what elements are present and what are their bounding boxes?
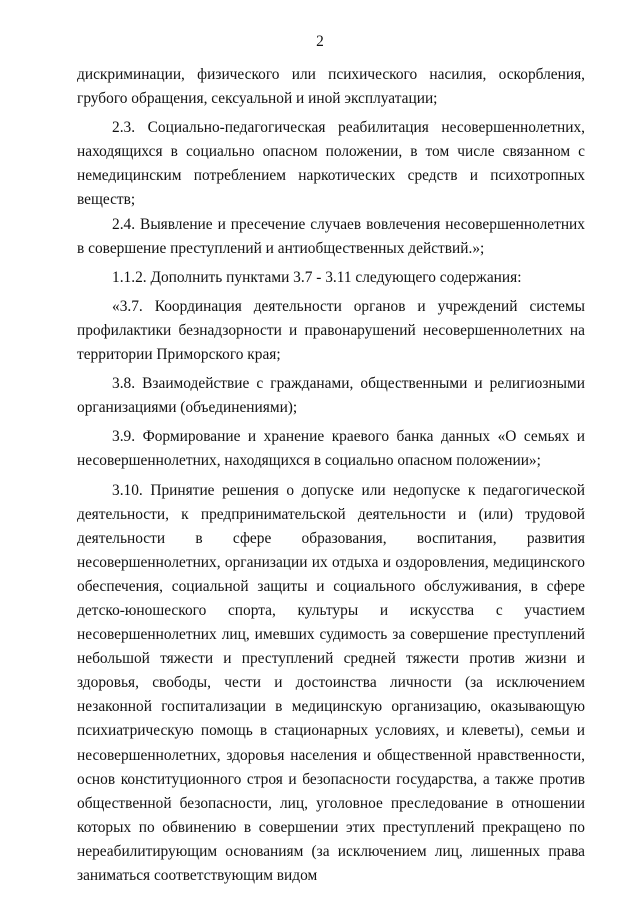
paragraph-3-10: 3.10. Принятие решения о допуске или недопуске к педагогической деятельности, к предпринимательской деятельности и (или) трудовой деятельности в сфере образования, воспитания, развития несовершеннолетних, организации их отдыха и оздоровления, медицинского обеспечения, социальной защиты и социального обслуживания, в сфере детско-юношеского спорта, культуры и искусства с участием несовершеннолетних лиц, имевших судимость за совершение преступлений небольшой тяжести и преступлений средней тяжести против жизни и здоровья, свободы, чести и достоинства личности (за исключением незаконной госпитализации в медицинскую организацию, оказывающую психиатрическую помощь в стационарных условиях, и клеветы), семьи и несовершеннолетних, здоровья населения и общественной нравственности, основ конституционного строя и безопасности государства, а также против общественной безопасности, лиц, уголовное преследование в отношении которых по обвинению в совершении этих преступлений прекращено по нереабилитирующим основаниям (за исключением лиц, лишенных права заниматься соответствующим видом <box>77 481 585 884</box>
paragraph-2-3: 2.3. Социально-педагогическая реабилитация несовершеннолетних, находящихся в социально опасном положении, в том числе связанном с немедицинским потреблением наркотических средств и психотропных веществ; <box>77 119 585 209</box>
document-body <box>77 63 585 888</box>
paragraph-3-9: 3.9. Формирование и хранение краевого банка данных «О семьях и несовершеннолетних, находящихся в социально опасном положении»; <box>77 428 585 470</box>
paragraph-3-7: «3.7. Координация деятельности органов и учреждений системы профилактики безнадзорности и правонарушений несовершеннолетних на территории Приморского края; <box>77 297 585 364</box>
paragraph-1-1-2: 1.1.2. Дополнить пунктами 3.7 - 3.11 следующего содержания: <box>112 268 522 286</box>
page-number: 2 <box>316 33 324 50</box>
paragraph-2-4: 2.4. Выявление и пресечение случаев вовлечения несовершеннолетних в совершение преступлений и антиобщественных действий.»; <box>77 215 585 257</box>
paragraph-continuation: дискриминации, физического или психического насилия, оскорбления, грубого обращения, сексуальной и иной эксплуатации; <box>77 66 585 108</box>
paragraph-3-8: 3.8. Взаимодействие с гражданами, общественными и религиозными организациями (объединениями); <box>77 375 585 417</box>
